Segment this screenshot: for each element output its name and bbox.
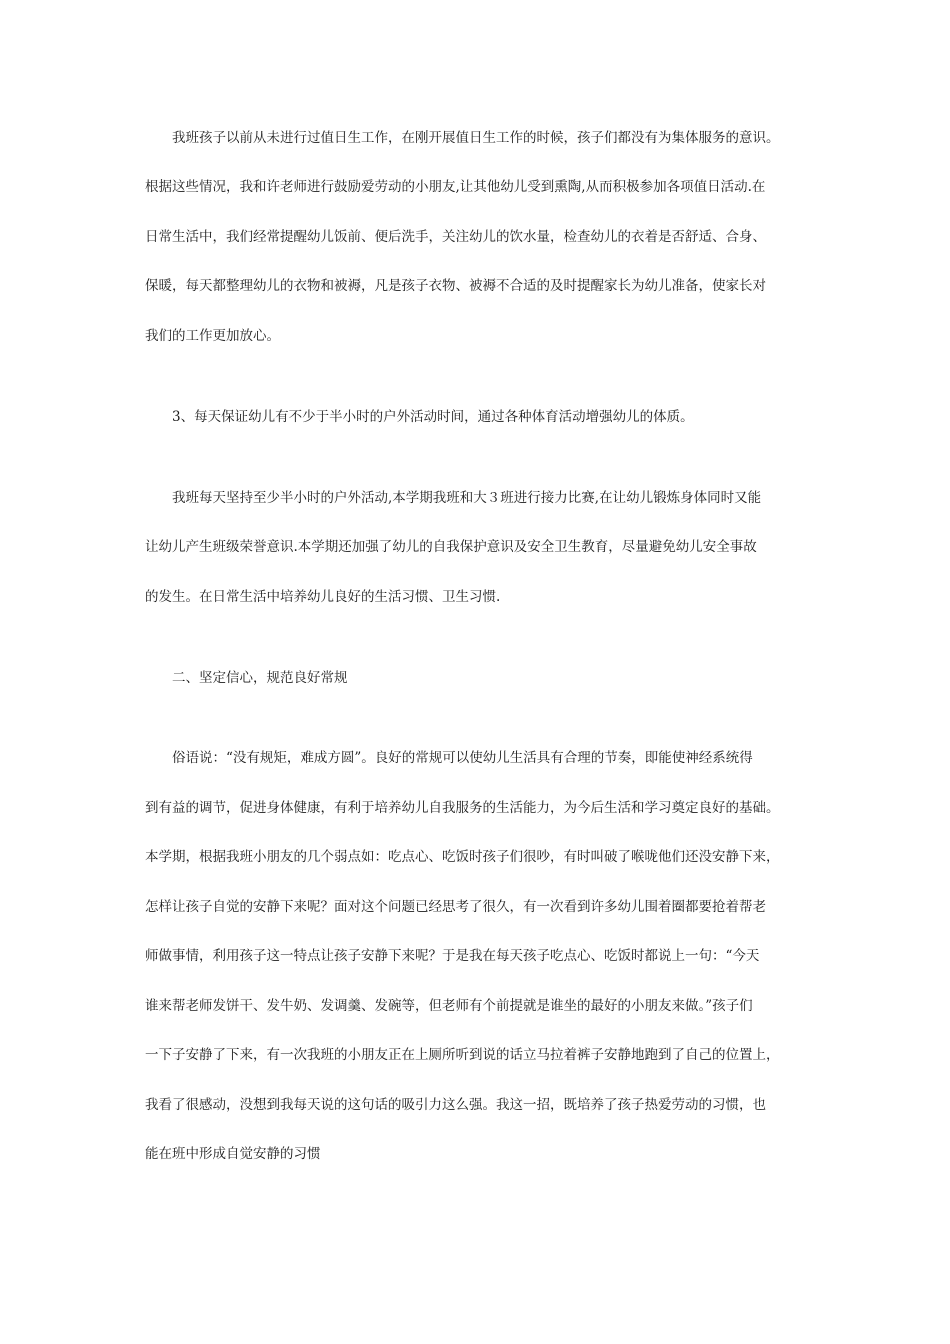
paragraph-line: 日常生活中，我们经常提醒幼儿饭前、便后洗手，关注幼儿的饮水量，检查幼儿的衣着是否舒适、合身、 <box>145 229 766 245</box>
paragraph-line: 我们的工作更加放心。 <box>145 328 280 344</box>
paragraph-line: 让幼儿产生班级荣誉意识.本学期还加强了幼儿的自我保护意识及安全卫生教育，尽量避免幼儿安全事故 <box>145 539 757 555</box>
paragraph-line: 我班每天坚持至少半小时的户外活动,本学期我班和大３班进行接力比赛,在让幼儿锻炼身体同时又能 <box>172 490 762 506</box>
section-heading: 二、坚定信心，规范良好常规 <box>172 670 348 686</box>
paragraph-line: 我看了很感动，没想到我每天说的这句话的吸引力这么强。我这一招，既培养了孩子热爱劳动的习惯，也 <box>145 1097 766 1113</box>
paragraph-line: 根据这些情况，我和许老师进行鼓励爱劳动的小朋友,让其他幼儿受到熏陶,从而积极参加各项值日活动.在 <box>145 179 766 195</box>
paragraph-line: 俗语说：“没有规矩，难成方圆”。良好的常规可以使幼儿生活具有合理的节奏，即能使神经系统得 <box>172 750 753 766</box>
paragraph-line: 的发生。在日常生活中培养幼儿良好的生活习惯、卫生习惯. <box>145 589 501 605</box>
paragraph-line: 一下子安静了下来，有一次我班的小朋友正在上厕所听到说的话立马拉着裤子安静地跑到了自己的位置上， <box>145 1047 780 1063</box>
paragraph-line: 保暖，每天都整理幼儿的衣物和被褥，凡是孩子衣物、被褥不合适的及时提醒家长为幼儿准备，使家长对 <box>145 278 766 294</box>
paragraph-line: 我班孩子以前从未进行过值日生工作，在刚开展值日生工作的时候，孩子们都没有为集体服务的意识。 <box>172 130 780 146</box>
paragraph-line: 3、每天保证幼儿有不少于半小时的户外活动时间，通过各种体育活动增强幼儿的体质。 <box>172 409 694 425</box>
paragraph-line: 本学期，根据我班小朋友的几个弱点如：吃点心、吃饭时孩子们很吵，有时叫破了喉咙他们还没安静下来， <box>145 849 780 865</box>
paragraph-line: 谁来帮老师发饼干、发牛奶、发调羹、发碗等，但老师有个前提就是谁坐的最好的小朋友来做。”孩子们 <box>145 998 753 1014</box>
paragraph-line: 到有益的调节，促进身体健康，有利于培养幼儿自我服务的生活能力，为今后生活和学习奠定良好的基础。 <box>145 800 780 816</box>
paragraph-line: 怎样让孩子自觉的安静下来呢？面对这个问题已经思考了很久，有一次看到许多幼儿围着圈都要抢着帮老 <box>145 899 766 915</box>
paragraph-line: 能在班中形成自觉安静的习惯 <box>145 1146 321 1162</box>
paragraph-line: 师做事情，利用孩子这一特点让孩子安静下来呢？于是我在每天孩子吃点心、吃饭时都说上一句：“今天 <box>145 948 760 964</box>
